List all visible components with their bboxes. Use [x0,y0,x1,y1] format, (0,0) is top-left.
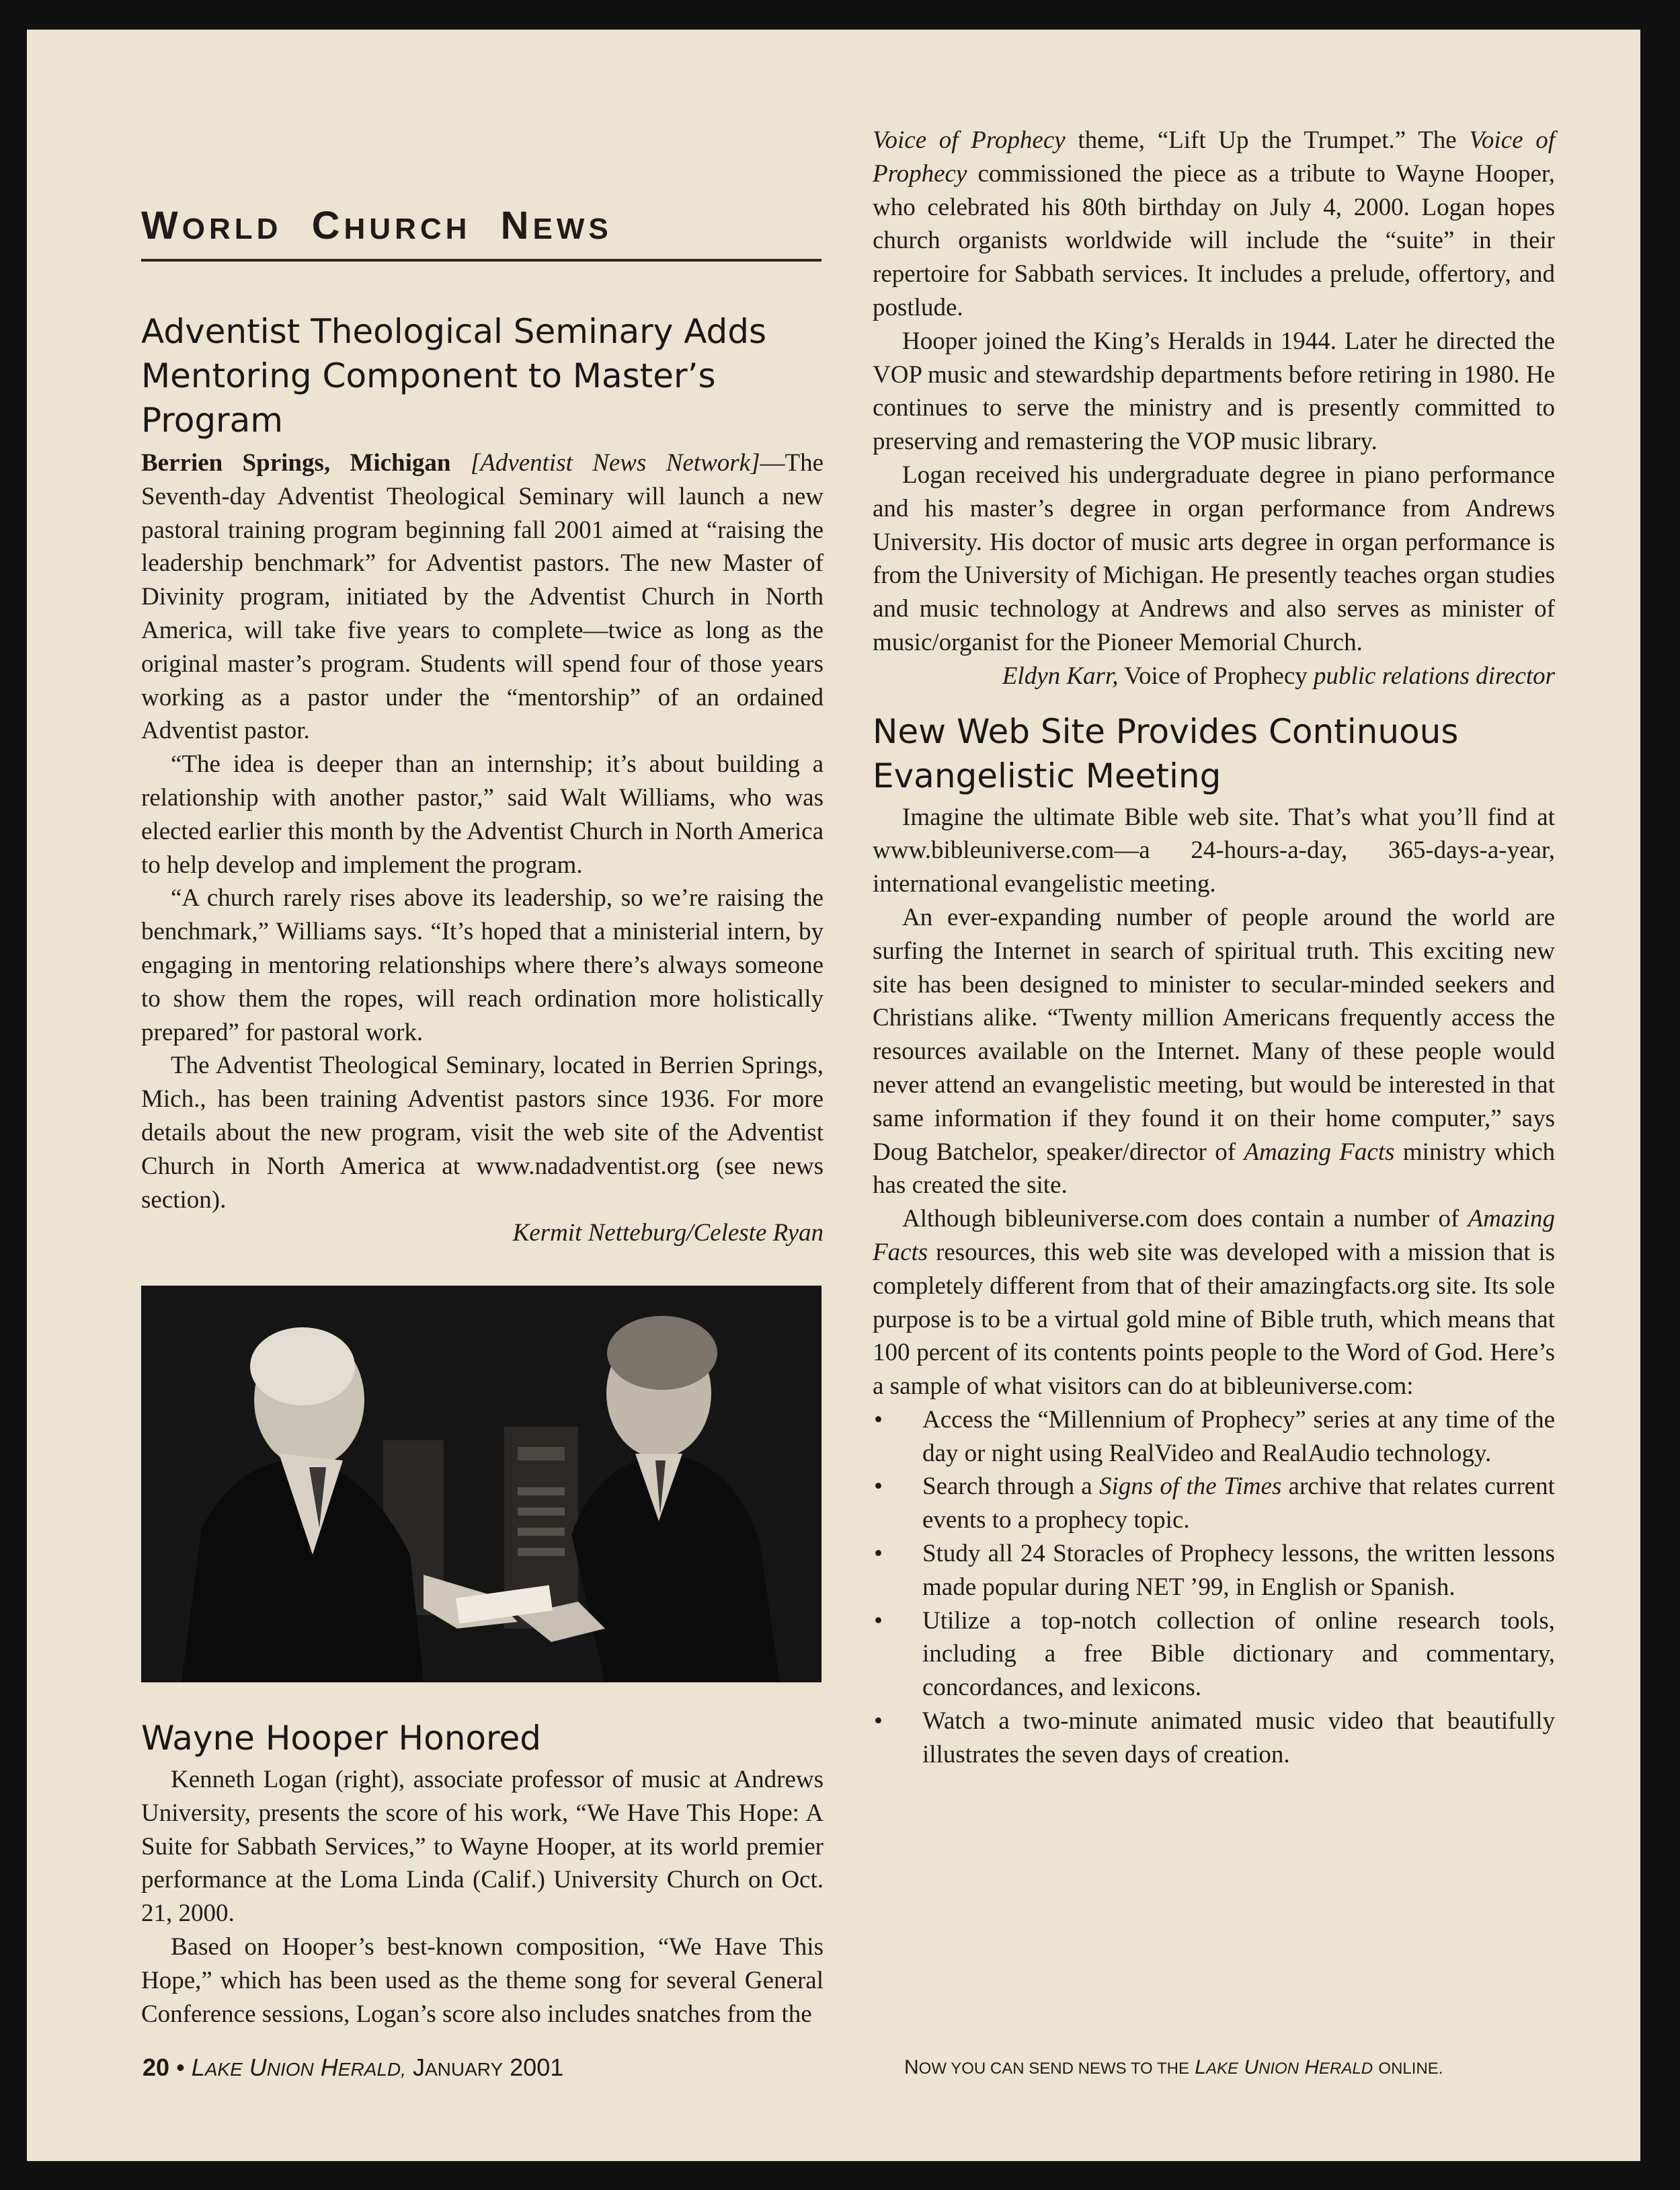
article1-paragraph-3: “A church rarely rises above its leadership, so we’re raising the benchmark,” Williams says. “It’s hoped that a ministerial intern, by engaging in mentoring relationships where there’s always someone to show them the ropes, will reach ordination more holistically prepared” for pastoral work. [141,884,824,1046]
article2-paragraph-3: Hooper joined the King’s Heralds in 1944. Later he directed the VOP music and stewardship departments before retiring in 1980. He continues to serve the ministry and is presently committed to preserving and remastering the VOP music library. [873,327,1555,456]
section-title: WORLD CHURCH NEWS [141,199,822,262]
list-item: • Utilize a top-notch collection of online research tools, including a free Bible dictionary and commentary, concordances, and lexicons. [874,1606,1555,1702]
article3-headline: New Web Site Provides Continuous Evangelistic Meeting [873,711,1459,795]
footer-right: NOW YOU CAN SEND NEWS TO THE LAKE UNION HERALD ONLINE. [904,2056,1443,2078]
right-column [873,124,1555,1772]
article2-paragraph-4: Logan received his undergraduate degree in piano performance and his master’s degree in organ performance from Andrews University. His doctor of music arts degree in organ performance is from the University of Michigan. He presently teaches organ studies and music technology at Andrews and also serves as minister of music/organist for the Pioneer Memorial Church. [873,461,1555,656]
article1-paragraph-4: The Adventist Theological Seminary, located in Berrien Springs, Mich., has been training Adventist pastors since 1936. For more details about the new program, visit the web site of the Adventist Church in North America at www.nadadventist.org (see news section). [141,1052,824,1214]
photo-illustration [141,1286,822,1682]
source: [Adventist News Network] [470,449,760,477]
article2-paragraph-2-start: Based on Hooper’s best-known composition, “We Have This Hope,” which has been used as the theme song for several General Conference sessions, Logan’s score also includes snatches from the [141,1932,824,2028]
article3-paragraph-2: An ever-expanding number of people around the world are surfing the Internet in search of spiritual truth. This exciting new site has been designed to minister to secular-minded seekers and Christians alike. “Twenty million Americans frequently access the resources available on the Internet. Many of these people would never attend an evangelistic meeting, but would be interested in that same information if they found it on their home computer,” says Doug Batchelor, speaker/director of Amazing Facts ministry which has created the site. [873,903,1556,1200]
article2-credit: Eldyn Karr, Voice of Prophecy public relations director [1002,662,1555,690]
list-item: • Watch a two-minute animated music video that beautifully illustrates the seven days of creation. [874,1707,1555,1768]
photo-logan-hooper [141,1286,822,1682]
list-item: • Search through a Signs of the Times archive that relates current events to a prophecy topic. [874,1473,1555,1534]
article2-headline: Wayne Hooper Honored [141,1719,541,1758]
feature-list [873,1403,1555,1772]
magazine-page [27,30,1640,2161]
left-column-lower [141,1716,824,2031]
article2-paragraph-2-cont: Voice of Prophecy theme, “Lift Up the Trumpet.” The Voice of Prophecy commissioned the piece as a tribute to Wayne Hooper, who celebrated his 80th birthday on July 4, 2000. Logan hopes church organists worldwide will include the “suite” in their repertoire for Sabbath services. It includes a prelude, offertory, and postlude. [873,126,1555,321]
left-column [141,309,824,1250]
article3-paragraph-1: Imagine the ultimate Bible web site. That’s what you’ll find at www.bibleuniverse.com—a 24-hours-a-day, 365-days-a-year, international evangelistic meeting. [873,803,1555,898]
article1-headline: Adventist Theological Seminary Adds Mentoring Component to Master’s Program [141,312,767,440]
article3-paragraph-3: Although bibleuniverse.com does contain a number of Amazing Facts resources, this web site was developed with a mission that is completely different from that of their amazingfacts.org site. Its sole purpose is to be a virtual gold mine of Bible truth, which means that 100 percent of its contents points people to the Word of God. Here’s a sample of what visitors can do at bibleuniverse.com: [873,1205,1555,1401]
article1-paragraph-2: “The idea is deeper than an internship; it’s about building a relationship with another pastor,” said Walt Williams, who was elected earlier this month by the Adventist Church in North America to help develop and implement the program. [141,750,824,879]
list-item: • Access the “Millennium of Prophecy” series at any time of the day or night using RealVideo and RealAudio technology. [874,1405,1555,1467]
article1-credit: Kermit Netteburg/Celeste Ryan [512,1219,824,1247]
article1-paragraph-1: Berrien Springs, Michigan [Adventist News Network]—The Seventh-day Adventist Theological Seminary will launch a new pastoral training program beginning fall 2001 aimed at “raising the leadership benchmark” for Adventist pastors. The new Master of Divinity program, initiated by the Adventist Church in North America, will take five years to complete—twice as long as the original master’s program. Students will spend four of those years working as a pastor under the “mentorship” of an ordained Adventist pastor. [141,449,824,745]
dateline: Berrien Springs, Michigan [141,449,451,477]
footer-left: 20 • LAKE UNION HERALD, JANUARY 2001 [143,2054,564,2081]
list-item: • Study all 24 Storacles of Prophecy lessons, the written lessons made popular during NET ’99, in English or Spanish. [874,1540,1555,1601]
article2-paragraph-1: Kenneth Logan (right), associate professor of music at Andrews University, presents the score of his work, “We Have This Hope: A Suite for Sabbath Services,” to Wayne Hooper, at its world premier performance at the Loma Linda (Calif.) University Church on Oct. 21, 2000. [141,1766,824,1928]
page-number: 20 [143,2054,170,2081]
